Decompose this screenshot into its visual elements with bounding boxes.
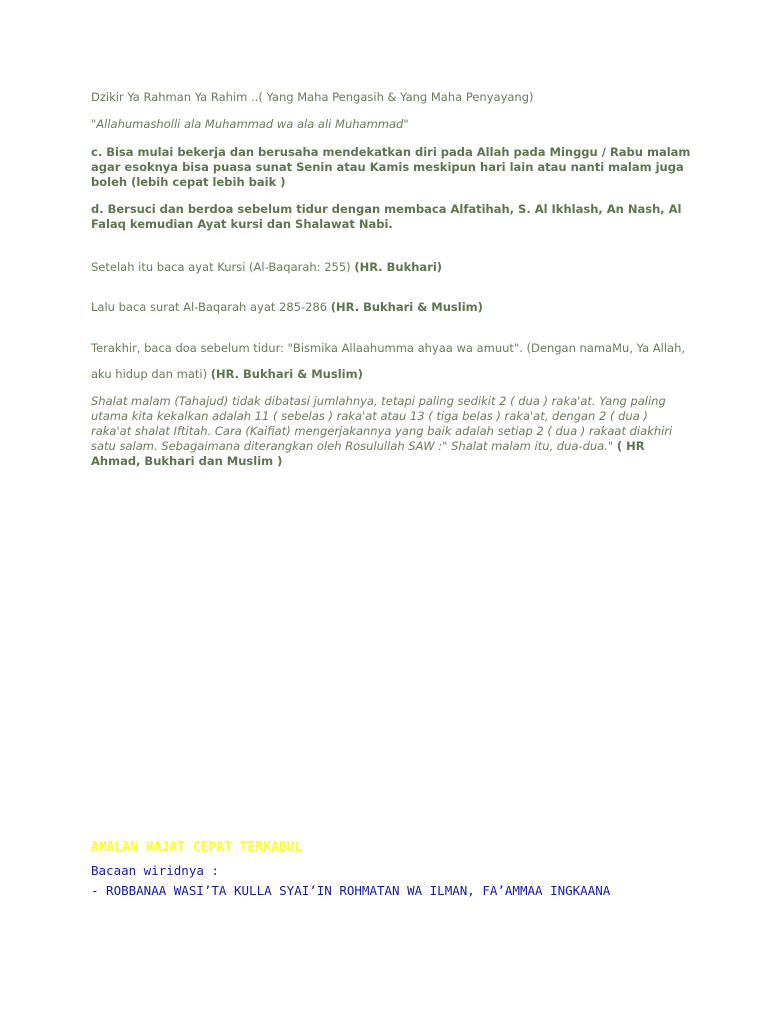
kursi-paragraph <box>91 260 691 275</box>
kursi-reference: (HR. Bukhari) <box>354 260 443 274</box>
shalat-malam-text: Shalat malam (Tahajud) tidak dibatasi jumlahnya, tetapi paling sedikit 2 ( dua ) raka'at. Yang paling utama kita kekalkan adalah 11 ( sebelas ) raka'at atau 13 ( tiga belas ) raka'at, dengan 2 ( dua ) raka'at shalat Iftitah. Cara (Kaifiat) mengerjakannya yang baik adalah setiap 2 ( dua ) rakaat diakhiri satu salam. Sebagaimana diterangkan oleh Rosulullah SAW :" Shalat malam itu, dua-dua." <box>91 394 673 453</box>
point-d-paragraph <box>91 202 691 232</box>
wirid-line: - ROBBANAA WASI’TA KULLA SYAI’IN ROHMATAN WA ILMAN, FA’AMMAA INGKAANA <box>91 883 611 898</box>
terakhir-text: Terakhir, baca doa sebelum tidur: "Bismika Allaahumma ahyaa wa amuut". (Dengan namaMu, Ya Allah, aku hidup dan mati) <box>91 341 686 381</box>
wirid-intro: Bacaan wiridnya : <box>91 863 219 878</box>
shalawat-open-quote: " <box>91 117 97 131</box>
shalawat-paragraph <box>91 117 691 132</box>
dzikir-text: Dzikir Ya Rahman Ya Rahim ..( Yang Maha Pengasih & Yang Maha Penyayang) <box>91 90 534 104</box>
baqarah-paragraph <box>91 300 691 315</box>
baqarah-reference: (HR. Bukhari & Muslim) <box>330 300 483 314</box>
shalat-malam-paragraph <box>91 394 691 469</box>
shalat-malam-reference: ( HR Ahmad, Bukhari dan Muslim ) <box>91 439 645 468</box>
point-c-paragraph <box>91 145 691 190</box>
point-c-text: c. Bisa mulai bekerja dan berusaha mendekatkan diri pada Allah pada Minggu / Rabu malam agar esoknya bisa puasa sunat Senin atau Kamis meskipun hari lain atau nanti malam juga boleh (lebih cepat lebih baik ) <box>91 145 691 189</box>
kursi-text: Setelah itu baca ayat Kursi (Al-Baqarah: 255) <box>91 260 355 274</box>
terakhir-paragraph <box>91 335 691 387</box>
shalawat-text: Allahumasholli ala Muhammad wa ala ali Muhammad" <box>96 117 409 131</box>
point-d-text: d. Bersuci dan berdoa sebelum tidur dengan membaca Alfatihah, S. Al Ikhlash, An Nash, Al Falaq kemudian Ayat kursi dan Shalawat Nabi. <box>91 202 682 231</box>
dzikir-paragraph <box>91 90 691 105</box>
section-title: AMALAN HAJAT CEPAT TERKABUL <box>91 840 303 855</box>
baqarah-text: Lalu baca surat Al-Baqarah ayat 285-286 <box>91 300 331 314</box>
terakhir-reference: (HR. Bukhari & Muslim) <box>210 367 363 381</box>
